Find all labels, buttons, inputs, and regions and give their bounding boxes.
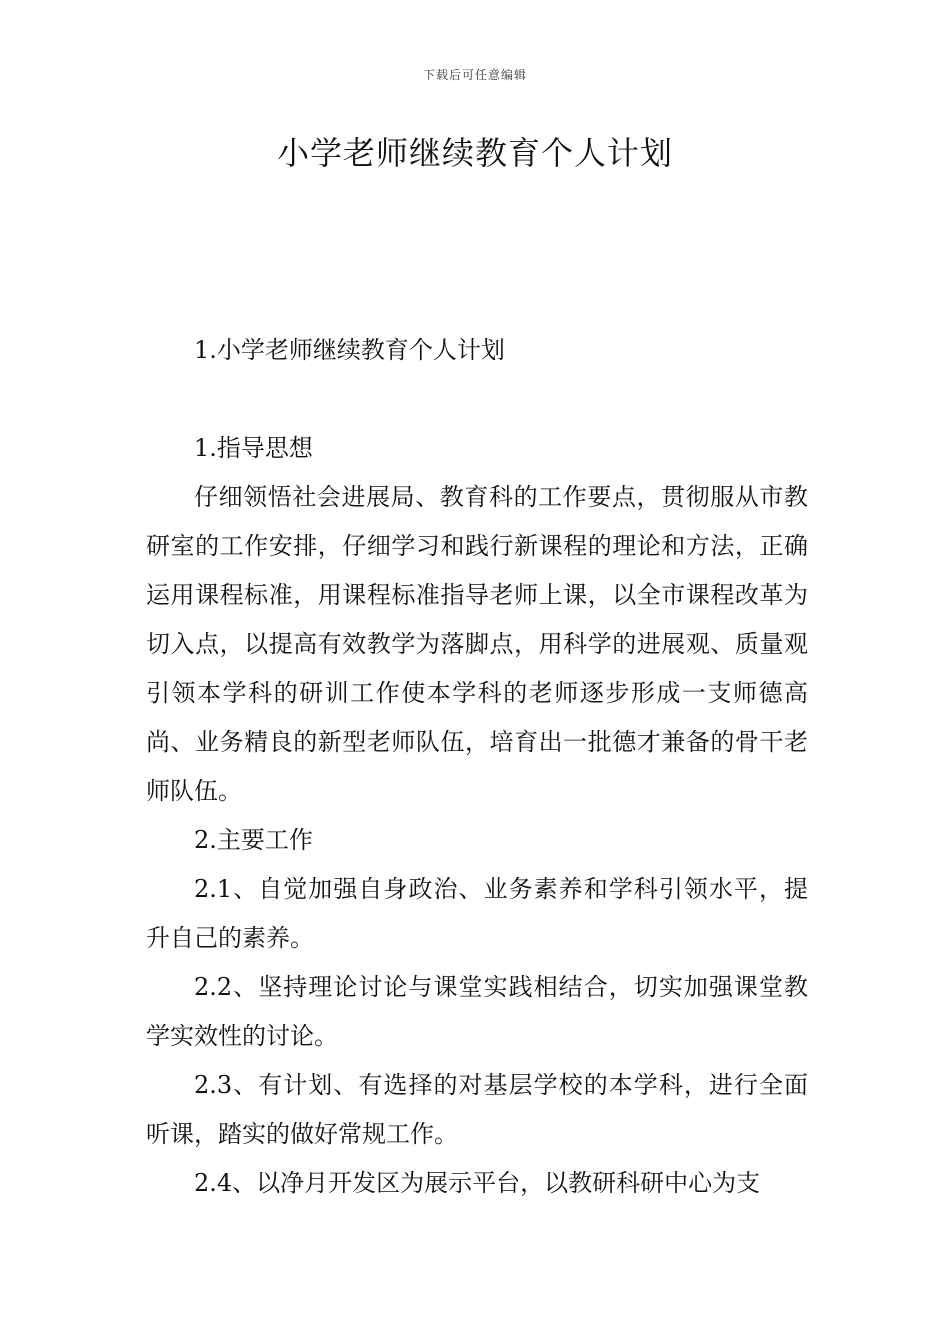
paragraph-item-2-2: 2.2、坚持理论讨论与课堂实践相结合，切实加强课堂教学实效性的讨论。 bbox=[146, 973, 808, 1050]
heading-main-work: 2.主要工作 bbox=[194, 826, 313, 854]
section-title-block bbox=[146, 326, 808, 375]
document-body bbox=[146, 424, 808, 1208]
header-note: 下载后可任意编辑 bbox=[422, 68, 527, 82]
heading-guiding-ideology: 1.指导思想 bbox=[194, 434, 313, 462]
paragraph-item-2-1: 2.1、自觉加强自身政治、业务素养和学科引领水平，提升自己的素养。 bbox=[146, 875, 808, 952]
paragraph-item-2-3: 2.3、有计划、有选择的对基层学校的本学科，进行全面听课，踏实的做好常规工作。 bbox=[146, 1071, 808, 1148]
document-title: 小学老师继续教育个人计划 bbox=[276, 134, 673, 172]
paragraph-item-2-4: 2.4、以净月开发区为展示平台，以教研科研中心为支 bbox=[194, 1169, 761, 1197]
section-title: 1.小学老师继续教育个人计划 bbox=[194, 336, 505, 364]
paragraph-guiding-ideology: 仔细领悟社会进展局、教育科的工作要点，贯彻服从市教研室的工作安排，仔细学习和践行新课程的理论和方法，正确运用课程标准，用课程标准指导老师上课，以全市课程改革为切入点，以提高有效教学为落脚点，用科学的进展观、质量观引领本学科的研训工作使本学科的老师逐步形成一支师德高尚、业务精良的新型老师队伍，培育出一批德才兼备的骨干老师队伍。 bbox=[146, 483, 808, 805]
